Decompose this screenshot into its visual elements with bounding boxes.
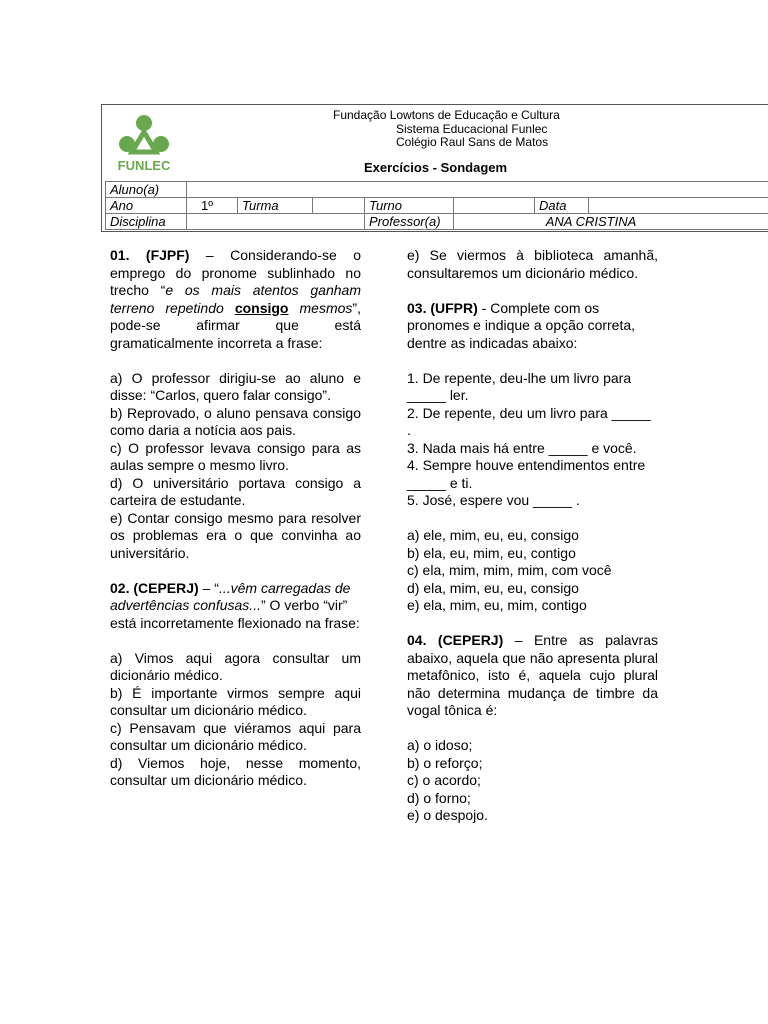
q3-number: 03. (UFPR) (407, 299, 478, 316)
q3-sentence-2: 2. De repente, deu um livro para _____ . (407, 404, 651, 438)
q1-option-e: e) Contar consigo mesmo para resolver os problemas era o que convinha ao universitário. (110, 509, 361, 561)
q2-option-c: c) Pensavam que viéramos aqui para consultar um dicionário médico. (110, 719, 361, 753)
q1-intro: 01. (FJPF) – Considerando-se o emprego do pronome sublinhado no trecho “e os mais atentos ganham terreno repetindo consigo mesmos”, pode-se afirmar que está gramaticalmente incorreta a frase: (110, 247, 361, 351)
underlined-pronoun: consigo (234, 299, 289, 316)
q3-option-b: b) ela, eu, mim, eu, contigo (407, 544, 576, 561)
system-name: Sistema Educacional Funlec (396, 122, 548, 136)
q2-option-d: d) Viemos hoje, nesse momento, consultar um dicionário médico. (110, 754, 361, 788)
q4-intro: 04. (CEPERJ) – Entre as palavras abaixo, aquela que não apresenta plural metafônico, isto é, aquela cujo plural não determina mudança de timbre da vogal tônica é: (407, 632, 659, 718)
q3-option-c: c) ela, mim, mim, mim, com você (407, 562, 612, 578)
professor-value: ANA CRISTINA (454, 214, 768, 230)
q3-sentence-3: 3. Nada mais há entre _____ e você. (407, 439, 637, 456)
q2-number: 02. (CEPERJ) (110, 579, 199, 596)
disciplina-label: Disciplina (106, 214, 187, 230)
q3-option-a: a) ele, mim, eu, eu, consigo (407, 527, 579, 543)
ano-label: Ano (106, 198, 187, 214)
page-title: Exercícios - Sondagem (364, 160, 508, 175)
q2-intro: 02. (CEPERJ) – “...vêm carregadas de advertências confusas...” O verbo “vir” está incorretamente flexionado na frase: (110, 579, 360, 631)
q2-option-b: b) É importante virmos sempre aqui consultar um dicionário médico. (110, 684, 361, 718)
q3-intro: 03. (UFPR) - Complete com os pronomes e indique a opção correta, dentre as indicadas abaixo: (407, 299, 636, 351)
q3-sentence-1: 1. De repente, deu-lhe um livro para _____ ler. (407, 369, 632, 403)
q1-option-c: c) O professor levava consigo para as aulas sempre o mesmo livro. (110, 439, 361, 473)
data-field[interactable] (589, 198, 768, 214)
aluno-label: Aluno(a) (106, 182, 187, 198)
q4-option-c: c) o acordo; (407, 772, 481, 788)
foundation-name: Fundação Lowtons de Educação e Cultura (333, 108, 560, 122)
left-column (110, 247, 361, 790)
q3-sentence-5: 5. José, espere vou _____ . (407, 492, 580, 508)
q4-option-a: a) o idoso; (407, 737, 473, 753)
q4-option-d: d) o forno; (407, 789, 471, 806)
q4-number: 04. (CEPERJ) (407, 632, 504, 648)
q3-sentence-4: 4. Sempre houve entendimentos entre _____ e ti. (407, 457, 646, 491)
q4-option-b: b) o reforço; (407, 754, 483, 771)
q1-option-a: a) O professor dirigiu-se ao aluno e disse: “Carlos, quero falar consigo”. (110, 369, 361, 403)
professor-label: Professor(a) (365, 214, 454, 230)
disciplina-field[interactable] (187, 214, 365, 230)
turno-field[interactable] (454, 198, 535, 214)
q1-option-d: d) O universitário portava consigo a carteira de estudante. (110, 474, 361, 508)
q3-option-d: d) ela, mim, eu, eu, consigo (407, 579, 579, 596)
data-label: Data (535, 198, 589, 214)
q4-option-e: e) o despojo. (407, 807, 488, 823)
turno-label: Turno (365, 198, 454, 214)
logo-text: FUNLEC (117, 158, 171, 173)
q2-option-a: a) Vimos aqui agora consultar um dicionário médico. (110, 649, 361, 683)
aluno-field[interactable] (187, 182, 768, 198)
q1-option-b: b) Reprovado, o aluno pensava consigo como daria a notícia aos pais. (110, 404, 361, 438)
q2-option-e: e) Se viermos à biblioteca amanhã, consultaremos um dicionário médico. (407, 247, 658, 281)
right-column (407, 247, 658, 825)
funlec-logo (116, 114, 172, 174)
q3-option-e: e) ela, mim, eu, mim, contigo (407, 597, 587, 613)
student-info-table (105, 181, 768, 230)
turma-label: Turma (238, 198, 313, 214)
q1-number: 01. (FJPF) (110, 247, 190, 263)
turma-field[interactable] (313, 198, 365, 214)
school-name: Colégio Raul Sans de Matos (396, 135, 549, 149)
ano-value: 1º (187, 198, 238, 214)
